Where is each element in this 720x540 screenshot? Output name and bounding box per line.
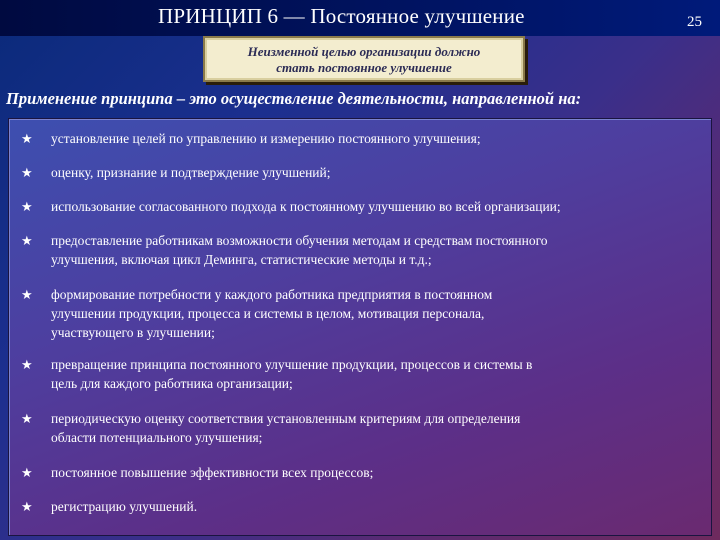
principle-callout: [203, 36, 525, 82]
bullet-text: [51, 231, 699, 269]
star-icon: ★: [21, 287, 33, 302]
star-icon: ★: [21, 199, 33, 214]
star-icon: ★: [21, 411, 33, 426]
bullet-line: использование согласованного подхода к постоянному улучшению во всей организации;: [51, 199, 561, 214]
slide-title: ПРИНЦИП 6 — Постоянное улучшение: [158, 4, 525, 28]
star-icon: ★: [21, 357, 33, 372]
bullet-text: [51, 285, 699, 342]
callout-text: [205, 44, 523, 76]
star-icon: ★: [21, 131, 33, 146]
bullet-line: области потенциального улучшения;: [51, 430, 263, 445]
bullet-line: улучшении продукции, процесса и системы в целом, мотивация персонала,: [51, 306, 485, 321]
subtitle: Применение принципа – это осуществление деятельности, направленной на:: [6, 89, 582, 108]
bullet-line: постоянное повышение эффективности всех процессов;: [51, 465, 374, 480]
bullet-text: [51, 163, 699, 182]
bullet-line: предоставление работникам возможности обучения методам и средствам постоянного: [51, 233, 548, 248]
star-icon: ★: [21, 233, 33, 248]
bullet-line: формирование потребности у каждого работника предприятия в постоянном: [51, 287, 493, 302]
star-icon: ★: [21, 465, 33, 480]
bullet-text: [51, 197, 699, 216]
bullet-line: регистрацию улучшений.: [51, 499, 198, 514]
bullet-line: цель для каждого работника организации;: [51, 376, 293, 391]
bullet-text: [51, 129, 699, 148]
bullet-panel: [8, 118, 712, 536]
star-icon: ★: [21, 165, 33, 180]
callout-line-1: Неизменной целью организации должно: [247, 44, 481, 59]
bullet-text: [51, 355, 699, 393]
bullet-line: оценку, признание и подтверждение улучшений;: [51, 165, 331, 180]
bullet-text: [51, 497, 699, 516]
bullet-line: улучшения, включая цикл Деминга, статистические методы и т.д.;: [51, 252, 432, 267]
bullet-line: превращение принципа постоянного улучшение продукции, процессов и системы в: [51, 357, 533, 372]
bullet-line: периодическую оценку соответствия установленным критериям для определения: [51, 411, 521, 426]
bullet-text: [51, 463, 699, 482]
slide-number: 25: [687, 14, 702, 30]
bullet-line: установление целей по управлению и измерению постоянного улучшения;: [51, 131, 481, 146]
bullet-line: участвующего в улучшении;: [51, 325, 215, 340]
bullet-text: [51, 409, 699, 447]
callout-line-2: стать постоянное улучшение: [276, 60, 452, 75]
star-icon: ★: [21, 499, 33, 514]
